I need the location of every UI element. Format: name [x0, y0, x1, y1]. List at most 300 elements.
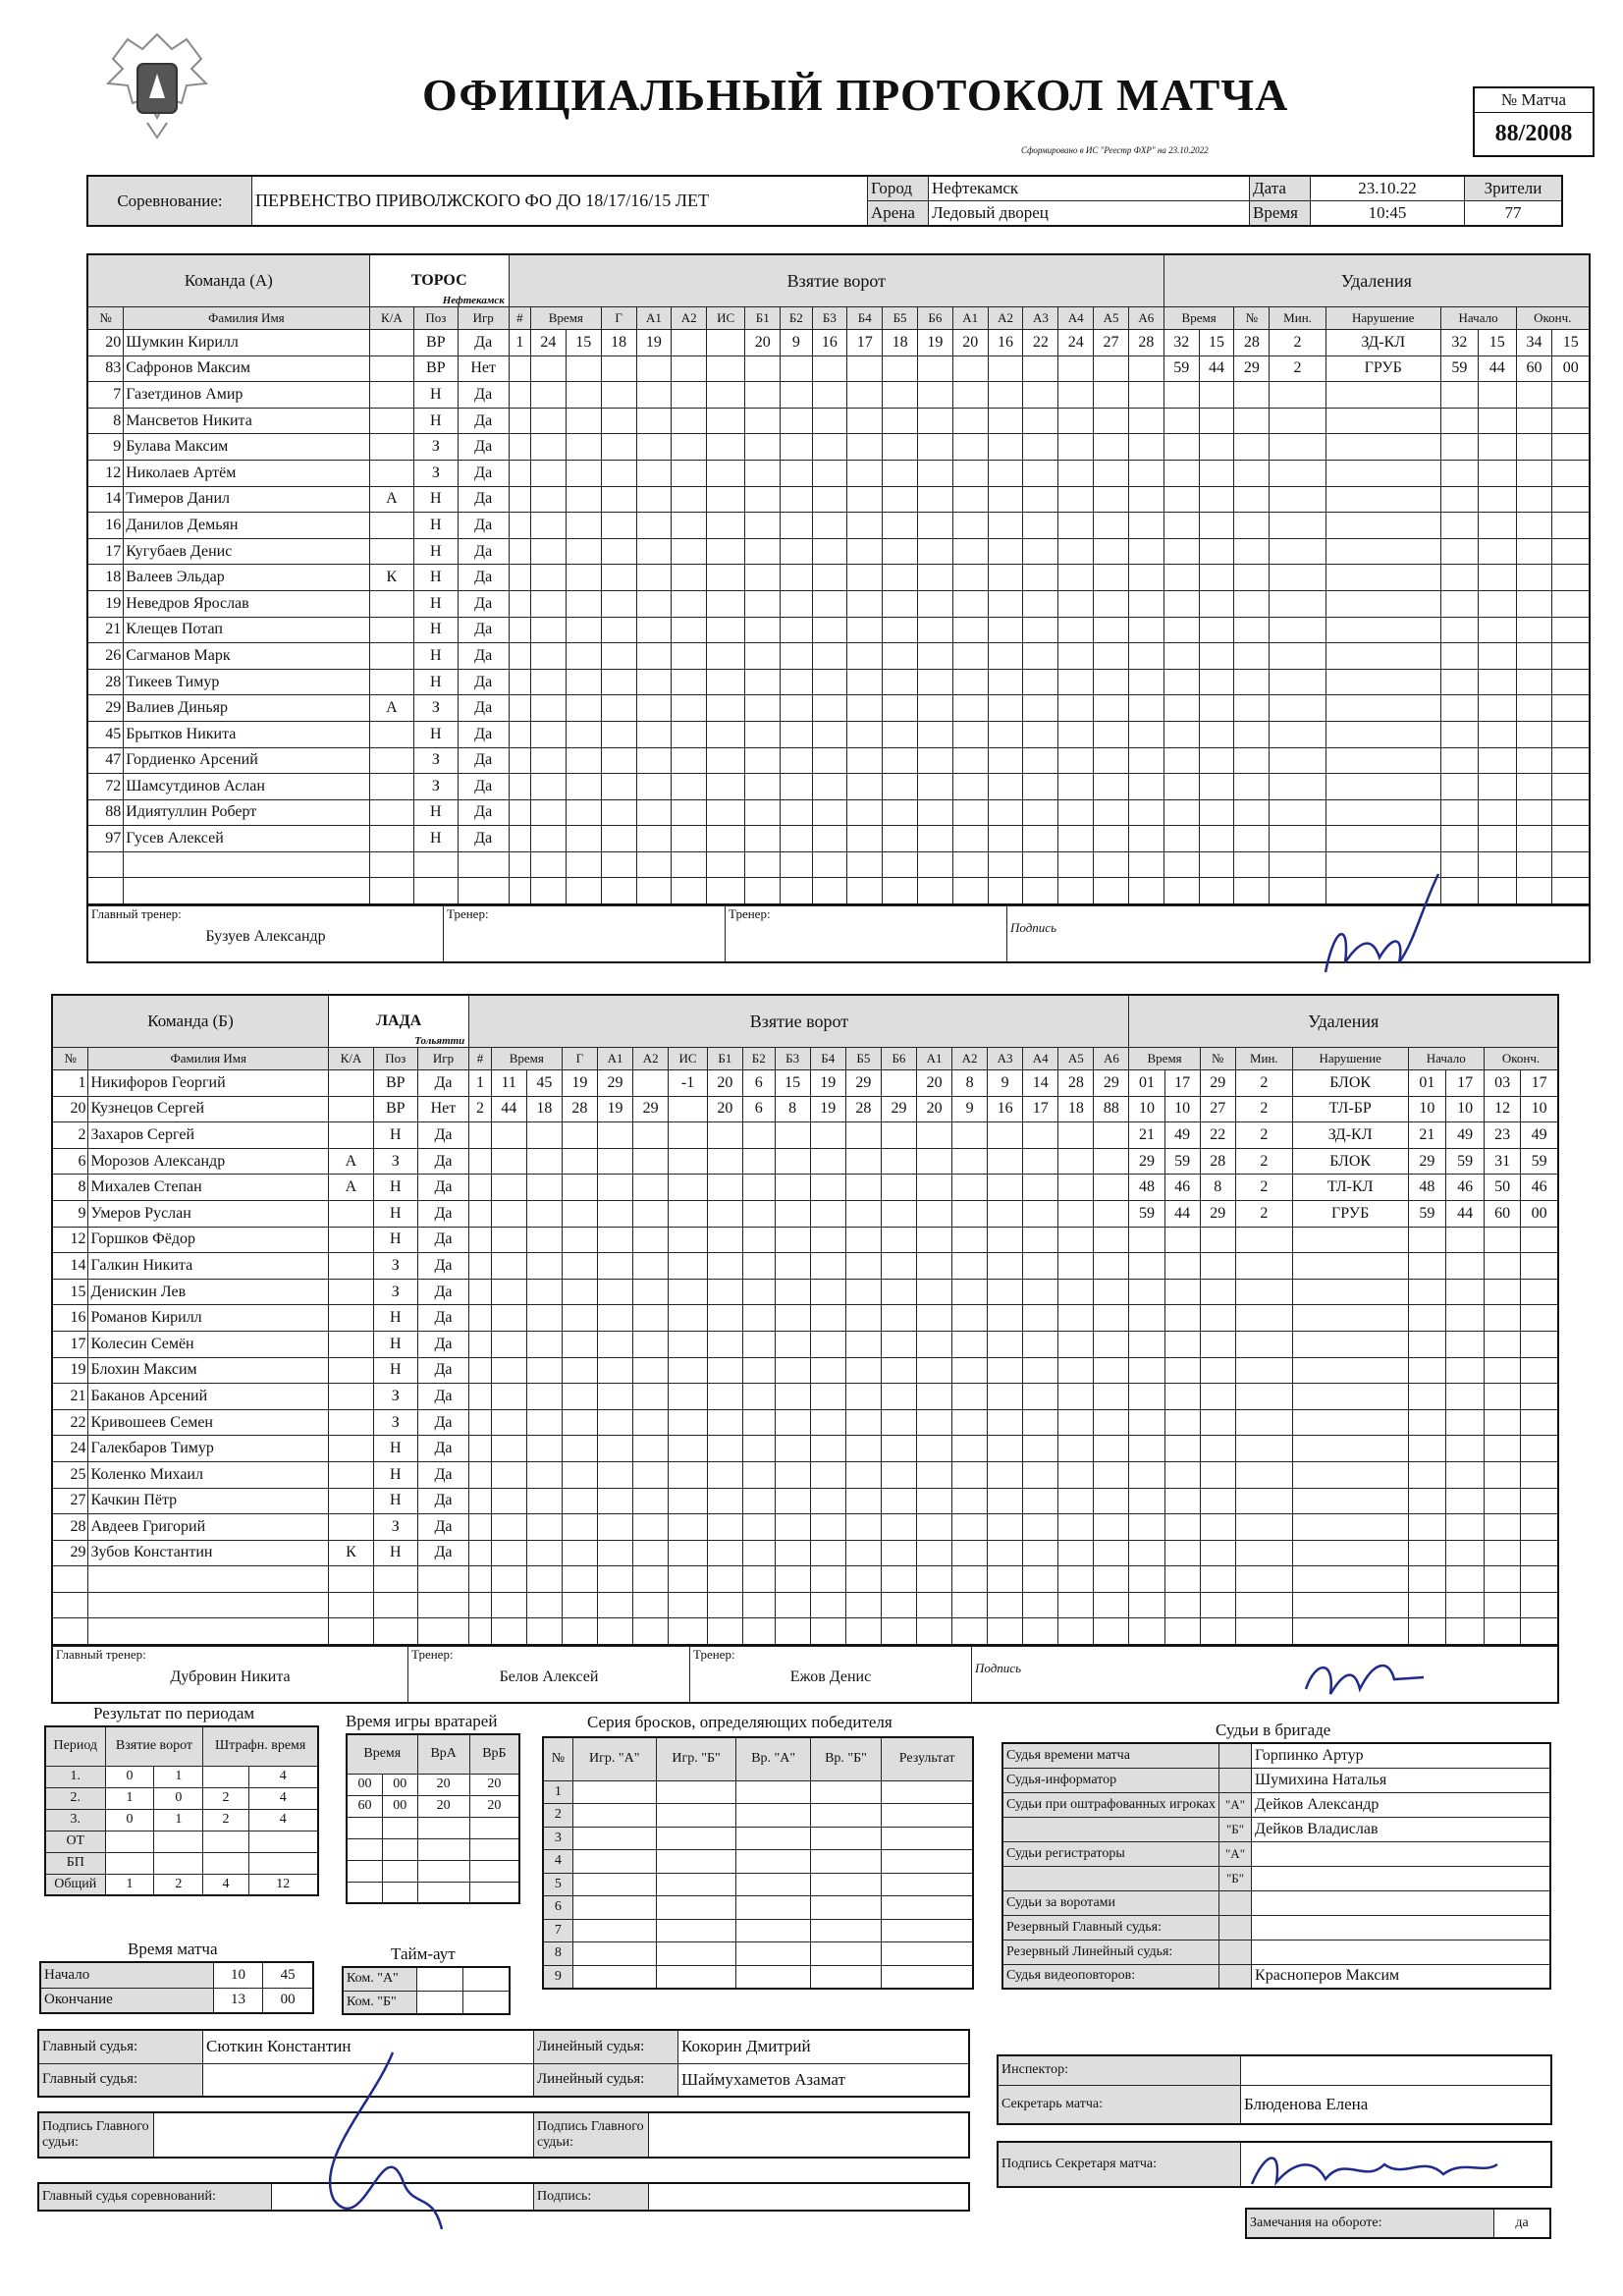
penalty-cell	[1479, 434, 1516, 461]
arena-label: Арена	[868, 201, 929, 227]
goal-cell	[526, 1175, 562, 1201]
penalty-cell	[1408, 1514, 1446, 1541]
goal-cell	[845, 1357, 881, 1384]
period-cell: 1	[105, 1787, 154, 1809]
penalty-cell	[1129, 1566, 1164, 1593]
goal-cell	[775, 1540, 810, 1566]
goal-cell	[917, 1305, 952, 1332]
goal-cell	[745, 851, 781, 878]
penalty-cell	[1516, 617, 1552, 643]
remarks-value: да	[1494, 2209, 1551, 2238]
player-role: К	[329, 1540, 374, 1566]
goal-cell	[883, 617, 918, 643]
goal-cell: 29	[845, 1070, 881, 1097]
period-cell	[203, 1852, 248, 1874]
goal-cell	[531, 721, 567, 747]
player-position: Н	[414, 382, 458, 409]
player-position: ВР	[414, 355, 458, 382]
player-plays: Да	[417, 1488, 469, 1514]
penalty-cell: 03	[1484, 1070, 1520, 1097]
goal-cell	[1058, 1200, 1094, 1227]
goal-cell	[1023, 1253, 1058, 1280]
fhr-emblem-logo	[93, 25, 221, 152]
official-role: Судья-информатор	[1002, 1768, 1219, 1792]
player-plays: Да	[458, 669, 509, 695]
penalty-cell	[1446, 1305, 1485, 1332]
period-cell: 0	[105, 1809, 154, 1831]
goal-cell	[469, 1409, 491, 1436]
goal-cell	[526, 1357, 562, 1384]
shootout-col-header: Игр. "Б"	[656, 1737, 736, 1780]
goal-cell	[672, 382, 707, 409]
goal-cell	[566, 434, 601, 461]
player-role	[329, 1305, 374, 1332]
gk-cell: 00	[382, 1774, 417, 1795]
penalty-cell	[1479, 408, 1516, 434]
col-header: К/А	[329, 1048, 374, 1070]
gk-row	[347, 1882, 519, 1903]
player-plays: Нет	[458, 355, 509, 382]
goal-cell: 2	[469, 1096, 491, 1122]
penalty-cell	[1199, 460, 1234, 486]
player-role	[369, 774, 414, 800]
penalty-cell	[1163, 408, 1199, 434]
goal-cell	[952, 382, 988, 409]
goal-cell	[845, 1305, 881, 1332]
penalty-cell	[1516, 799, 1552, 826]
col-header: А2	[672, 307, 707, 330]
official-role: Судья времени матча	[1002, 1743, 1219, 1768]
period-cell	[203, 1831, 248, 1852]
penalty-cell	[1552, 721, 1590, 747]
goal-cell	[1128, 513, 1163, 539]
goal-cell	[988, 1592, 1023, 1618]
player-row	[52, 1200, 1558, 1227]
goal-cell	[562, 1566, 597, 1593]
penalty-cell	[1234, 538, 1270, 565]
period-col-header: Период	[45, 1726, 105, 1766]
penalty-cell	[1235, 1331, 1292, 1357]
team-label: Команда (А)	[87, 254, 369, 307]
goal-cell	[531, 747, 567, 774]
penalty-cell	[1292, 1488, 1408, 1514]
col-header: №	[52, 1048, 88, 1070]
goal-cell	[526, 1331, 562, 1357]
goal-cell	[952, 1461, 988, 1488]
goal-cell	[1023, 617, 1058, 643]
goal-cell	[917, 774, 952, 800]
col-header: Мин.	[1235, 1048, 1292, 1070]
goal-cell	[1128, 538, 1163, 565]
goal-cell	[707, 1253, 742, 1280]
goal-cell: 15	[775, 1070, 810, 1097]
player-row	[52, 1461, 1558, 1488]
penalty-cell	[1479, 643, 1516, 670]
goal-cell	[1023, 408, 1058, 434]
player-name: Кугубаев Денис	[124, 538, 369, 565]
penalty-cell	[1516, 382, 1552, 409]
penalty-cell	[1199, 774, 1234, 800]
goal-cell	[706, 826, 744, 852]
penalty-cell	[1270, 434, 1326, 461]
goal-cell	[883, 669, 918, 695]
penalty-cell: 44	[1199, 355, 1234, 382]
date-label: Дата	[1250, 176, 1311, 201]
col-header: Время	[1129, 1048, 1200, 1070]
goal-cell	[1058, 1305, 1094, 1332]
penalty-cell	[1270, 617, 1326, 643]
goal-cell	[810, 1279, 845, 1305]
goal-cell	[812, 617, 847, 643]
goal-cell: 29	[597, 1070, 632, 1097]
penalty-cell	[1521, 1279, 1558, 1305]
player-number: 20	[87, 330, 124, 356]
player-name: Коленко Михаил	[88, 1461, 329, 1488]
goal-cell	[917, 513, 952, 539]
penalty-cell: 17	[1446, 1070, 1485, 1097]
player-row	[87, 669, 1590, 695]
goal-cell	[566, 774, 601, 800]
player-name: Качкин Пётр	[88, 1488, 329, 1514]
goal-cell	[706, 851, 744, 878]
player-plays: Да	[417, 1331, 469, 1357]
gk-cell	[347, 1817, 382, 1838]
penalty-cell	[1292, 1436, 1408, 1462]
timeout-a-label: Ком. "А"	[343, 1967, 417, 1991]
goal-cell	[745, 565, 781, 591]
goal-cell	[601, 486, 636, 513]
goal-cell	[562, 1461, 597, 1488]
penalty-cell	[1325, 382, 1440, 409]
penalty-cell	[1516, 408, 1552, 434]
goal-cell	[1058, 643, 1094, 670]
goal-cell	[883, 747, 918, 774]
goal-cell	[883, 878, 918, 904]
player-name: Баканов Арсений	[88, 1384, 329, 1410]
penalty-cell	[1484, 1488, 1520, 1514]
penalty-cell	[1516, 721, 1552, 747]
penalty-cell: 2	[1235, 1096, 1292, 1122]
official-row	[1002, 1841, 1550, 1866]
penalty-cell	[1440, 538, 1478, 565]
goal-cell	[1058, 1461, 1094, 1488]
goal-cell	[1094, 355, 1129, 382]
shootout-cell	[736, 1850, 810, 1874]
goal-cell	[1023, 513, 1058, 539]
penalty-cell	[1164, 1227, 1200, 1253]
penalty-cell	[1325, 434, 1440, 461]
goal-cell	[775, 1461, 810, 1488]
period-cell	[154, 1852, 203, 1874]
penalty-cell	[1129, 1592, 1164, 1618]
penalty-cell	[1292, 1357, 1408, 1384]
goal-cell: 16	[812, 330, 847, 356]
penalty-cell	[1521, 1488, 1558, 1514]
goal-cell	[1128, 486, 1163, 513]
player-row	[52, 1227, 1558, 1253]
penalty-cell	[1200, 1357, 1235, 1384]
goal-cell	[952, 826, 988, 852]
player-plays: Да	[458, 774, 509, 800]
goal-cell	[917, 1618, 952, 1645]
penalty-cell	[1484, 1227, 1520, 1253]
goal-cell	[1023, 1357, 1058, 1384]
penalty-cell	[1325, 590, 1440, 617]
penalty-cell	[1408, 1618, 1446, 1645]
penalty-cell: 28	[1200, 1148, 1235, 1175]
player-name: Морозов Александр	[88, 1148, 329, 1175]
penalty-cell	[1479, 669, 1516, 695]
goal-cell	[531, 669, 567, 695]
penalty-cell	[1516, 643, 1552, 670]
goal-cell	[781, 774, 812, 800]
col-header: Б2	[781, 307, 812, 330]
goal-cell	[601, 669, 636, 695]
goal-cell	[601, 643, 636, 670]
player-name: Сафронов Максим	[124, 355, 369, 382]
goal-cell	[742, 1409, 775, 1436]
player-name: Мансветов Никита	[124, 408, 369, 434]
goal-cell	[917, 826, 952, 852]
goal-cell	[633, 1122, 669, 1149]
goal-cell: 9	[988, 1070, 1023, 1097]
penalty-cell	[1446, 1566, 1485, 1593]
player-name: Булава Максим	[124, 434, 369, 461]
penalty-cell: 32	[1163, 330, 1199, 356]
penalty-cell	[1325, 460, 1440, 486]
player-role	[329, 1436, 374, 1462]
goal-cell	[917, 1175, 952, 1201]
goal-cell	[845, 1514, 881, 1541]
penalty-cell	[1552, 408, 1590, 434]
goal-cell	[1094, 695, 1129, 722]
period-row	[45, 1874, 318, 1895]
goal-cell	[952, 799, 988, 826]
goal-cell	[509, 513, 530, 539]
goal-cell: 6	[742, 1070, 775, 1097]
goal-cell	[526, 1592, 562, 1618]
goal-cell	[1094, 408, 1129, 434]
goal-cell	[1058, 1540, 1094, 1566]
goal-cell	[917, 643, 952, 670]
goal-cell	[1128, 643, 1163, 670]
goal-cell	[491, 1253, 526, 1280]
goal-cell	[707, 1488, 742, 1514]
goal-cell	[952, 774, 988, 800]
goal-cell	[526, 1200, 562, 1227]
player-position: З	[373, 1279, 417, 1305]
penalty-cell: 59	[1163, 355, 1199, 382]
goal-cell	[952, 851, 988, 878]
goal-cell	[1023, 460, 1058, 486]
gk-cell: 20	[469, 1774, 519, 1795]
goal-cell	[526, 1436, 562, 1462]
goal-cell	[1023, 1148, 1058, 1175]
penalty-cell	[1484, 1514, 1520, 1541]
penalty-cell	[1325, 774, 1440, 800]
goal-cell	[1094, 1592, 1129, 1618]
coach1-label: Тренер:	[411, 1647, 454, 1663]
player-name: Романов Кирилл	[88, 1305, 329, 1332]
player-name: Николаев Артём	[124, 460, 369, 486]
player-role	[369, 434, 414, 461]
penalty-cell: 48	[1408, 1175, 1446, 1201]
goal-cell	[881, 1253, 916, 1280]
goal-cell	[706, 355, 744, 382]
goal-cell: 24	[1058, 330, 1094, 356]
goal-cell	[597, 1592, 632, 1618]
goal-cell	[597, 1566, 632, 1593]
shootout-num: 8	[543, 1942, 572, 1966]
gk-cell: 00	[347, 1774, 382, 1795]
goal-cell	[669, 1592, 708, 1618]
goal-cell	[562, 1227, 597, 1253]
penalty-cell	[1199, 826, 1234, 852]
team-name-text: ТОРОС	[410, 272, 467, 289]
penalty-cell	[1200, 1279, 1235, 1305]
player-role	[369, 617, 414, 643]
goal-cell	[566, 669, 601, 695]
official-team	[1219, 1940, 1252, 1964]
goal-cell	[669, 1200, 708, 1227]
penalty-cell	[1440, 460, 1478, 486]
goal-cell	[952, 1384, 988, 1410]
penalty-cell	[1129, 1436, 1164, 1462]
goal-cell	[566, 486, 601, 513]
goal-cell	[509, 826, 530, 852]
shootout-cell	[572, 1896, 656, 1920]
shootout-cell	[810, 1780, 881, 1804]
arena-value: Ледовый дворец	[929, 201, 1250, 227]
goal-cell	[775, 1488, 810, 1514]
penalty-cell: 27	[1200, 1096, 1235, 1122]
official-row	[1002, 1866, 1550, 1890]
goal-cell	[669, 1305, 708, 1332]
goal-cell	[883, 774, 918, 800]
goal-cell	[847, 355, 883, 382]
secretary-label: Секретарь матча:	[998, 2085, 1241, 2124]
shootout-cell	[882, 1850, 973, 1874]
goal-cell	[847, 590, 883, 617]
coach-sign-cell	[972, 1647, 1559, 1704]
player-position: З	[373, 1409, 417, 1436]
shootout-cell	[882, 1919, 973, 1942]
player-position: Н	[414, 799, 458, 826]
penalty-cell: 44	[1164, 1200, 1200, 1227]
goal-cell	[1128, 721, 1163, 747]
player-plays: Да	[458, 695, 509, 722]
player-role	[369, 878, 414, 904]
player-position: Н	[414, 826, 458, 852]
penalty-cell	[1163, 669, 1199, 695]
player-number: 21	[87, 617, 124, 643]
goal-cell: 88	[1094, 1096, 1129, 1122]
goal-cell	[601, 434, 636, 461]
goal-cell	[883, 799, 918, 826]
start-min: 45	[263, 1962, 313, 1988]
goal-cell	[881, 1461, 916, 1488]
gk-cell: 20	[417, 1795, 469, 1817]
goal-cell	[1058, 1488, 1094, 1514]
coach2-cell	[726, 906, 1007, 963]
player-role	[329, 1384, 374, 1410]
penalty-cell: 21	[1129, 1122, 1164, 1149]
official-name	[1252, 1890, 1550, 1915]
official-team	[1219, 1915, 1252, 1940]
penalty-cell	[1552, 643, 1590, 670]
shootout-cell	[572, 1873, 656, 1896]
goal-cell	[491, 1436, 526, 1462]
goal-cell	[526, 1384, 562, 1410]
penalty-cell: 50	[1484, 1175, 1520, 1201]
penalty-cell	[1408, 1409, 1446, 1436]
goal-cell	[1023, 434, 1058, 461]
goal-cell	[1128, 408, 1163, 434]
player-position: Н	[373, 1357, 417, 1384]
goal-cell	[952, 1514, 988, 1541]
penalty-cell: 2	[1235, 1122, 1292, 1149]
goal-cell	[742, 1279, 775, 1305]
goal-cell	[491, 1409, 526, 1436]
penalty-cell	[1235, 1566, 1292, 1593]
team-city: Тольятти	[414, 1035, 465, 1047]
goal-cell	[988, 617, 1023, 643]
player-row	[52, 1436, 1558, 1462]
penalty-cell	[1200, 1253, 1235, 1280]
penalty-cell: 10	[1164, 1096, 1200, 1122]
goal-cell: 18	[601, 330, 636, 356]
player-row	[87, 799, 1590, 826]
goal-cell	[883, 486, 918, 513]
penalty-cell: 29	[1408, 1148, 1446, 1175]
penalty-cell	[1164, 1357, 1200, 1384]
goal-cell: 18	[883, 330, 918, 356]
goal-cell	[781, 460, 812, 486]
period-row	[45, 1809, 318, 1831]
goal-cell	[883, 565, 918, 591]
goal-cell	[988, 1540, 1023, 1566]
player-row	[52, 1540, 1558, 1566]
goal-cell	[812, 590, 847, 617]
penalty-cell	[1479, 851, 1516, 878]
goal-cell	[952, 1436, 988, 1462]
shootout-cell	[882, 1780, 973, 1804]
player-role: А	[329, 1148, 374, 1175]
penalty-cell	[1516, 513, 1552, 539]
goal-cell	[672, 669, 707, 695]
goal-cell	[988, 774, 1023, 800]
player-plays: Да	[458, 826, 509, 852]
goal-cell	[1094, 513, 1129, 539]
goal-cell	[509, 747, 530, 774]
player-position	[373, 1592, 417, 1618]
goal-cell	[601, 695, 636, 722]
gk-header-row	[347, 1734, 519, 1774]
goal-cell: 18	[1058, 1096, 1094, 1122]
goal-cell	[812, 774, 847, 800]
goal-cell	[1023, 1279, 1058, 1305]
goal-cell	[988, 355, 1023, 382]
goal-cell	[509, 799, 530, 826]
goal-cell	[526, 1566, 562, 1593]
goal-cell: 19	[636, 330, 672, 356]
goal-cell	[1058, 1566, 1094, 1593]
goal-cell	[847, 826, 883, 852]
penalty-cell: 2	[1270, 330, 1326, 356]
officials-table	[1001, 1742, 1551, 1990]
date-value: 23.10.22	[1311, 176, 1465, 201]
penalty-cell	[1479, 878, 1516, 904]
